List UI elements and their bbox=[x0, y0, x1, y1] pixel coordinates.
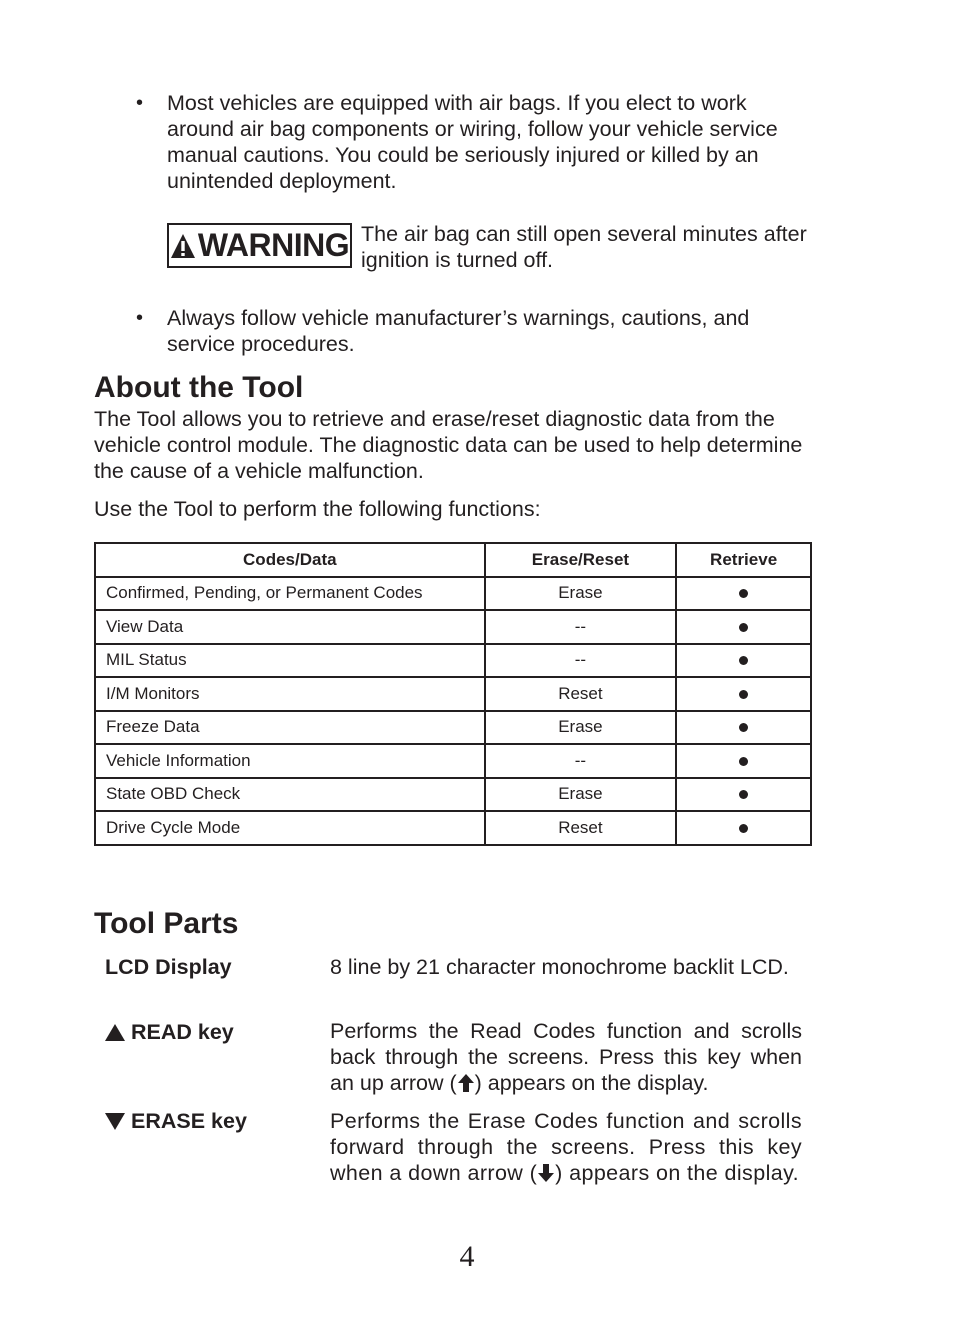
manufacturer-bullet-text: Always follow vehicle manufacturer’s warnings, cautions, and service procedures. bbox=[167, 306, 750, 356]
read-key-desc-after: ) appears on the display. bbox=[474, 1071, 709, 1095]
table-row bbox=[95, 711, 811, 745]
retrieve-dot-icon bbox=[739, 757, 748, 766]
row-action: Erase bbox=[485, 577, 677, 611]
read-key-label bbox=[105, 1019, 234, 1045]
table-row bbox=[95, 644, 811, 678]
erase-key-desc bbox=[330, 1108, 802, 1186]
row-name: Vehicle Information bbox=[95, 744, 485, 778]
parts-heading: Tool Parts bbox=[94, 907, 239, 940]
warning-text: The air bag can still open several minutes after ignition is turned off. bbox=[361, 222, 807, 272]
read-key-label-text: READ key bbox=[131, 1020, 234, 1044]
warning-label-box bbox=[167, 223, 352, 268]
table-header-row bbox=[95, 543, 811, 577]
erase-key-label-text: ERASE key bbox=[131, 1109, 247, 1133]
erase-key-label bbox=[105, 1108, 247, 1134]
lcd-display-label: LCD Display bbox=[105, 955, 232, 979]
up-triangle-icon bbox=[105, 1024, 125, 1041]
warning-label: WARNING bbox=[197, 227, 350, 263]
retrieve-dot-icon bbox=[739, 690, 748, 699]
bullet-marker: • bbox=[136, 307, 144, 329]
about-heading: About the Tool bbox=[94, 371, 304, 404]
table-row bbox=[95, 677, 811, 711]
airbag-bullet-text: Most vehicles are equipped with air bags. If you elect to work around air bag components or wiring, follow your vehicle service manual cautions. You could be seriously injured or killed by an unintended deployment. bbox=[167, 91, 778, 193]
table-row bbox=[95, 778, 811, 812]
about-paragraph: The Tool allows you to retrieve and erase/reset diagnostic data from the vehicle control module. The diagnostic data can be used to help determine the cause of a vehicle malfunction. bbox=[94, 407, 803, 483]
row-name: Freeze Data bbox=[95, 711, 485, 745]
row-name: I/M Monitors bbox=[95, 677, 485, 711]
retrieve-dot-icon bbox=[739, 723, 748, 732]
row-action: Erase bbox=[485, 778, 677, 812]
read-key-desc bbox=[330, 1018, 802, 1096]
row-name: State OBD Check bbox=[95, 778, 485, 812]
row-action: -- bbox=[485, 610, 677, 644]
up-arrow-icon bbox=[457, 1073, 475, 1093]
page-number: 4 bbox=[459, 1240, 475, 1273]
row-name: View Data bbox=[95, 610, 485, 644]
table-row bbox=[95, 811, 811, 845]
header-retrieve: Retrieve bbox=[676, 543, 811, 577]
table-row bbox=[95, 577, 811, 611]
row-action: Reset bbox=[485, 811, 677, 845]
erase-key-desc-before: Performs the Erase Codes function and scrolls forward through the screens. Press this key when a down arrow ( bbox=[330, 1109, 802, 1185]
bullet-marker: • bbox=[136, 92, 144, 114]
retrieve-dot-icon bbox=[739, 790, 748, 799]
row-action: -- bbox=[485, 744, 677, 778]
lcd-display-desc: 8 line by 21 character monochrome backlit LCD. bbox=[330, 955, 789, 979]
row-action: Erase bbox=[485, 711, 677, 745]
row-action: Reset bbox=[485, 677, 677, 711]
erase-key-desc-after: ) appears on the display. bbox=[555, 1161, 800, 1185]
warning-triangle-icon bbox=[170, 233, 196, 259]
functions-intro: Use the Tool to perform the following functions: bbox=[94, 497, 541, 521]
row-name: MIL Status bbox=[95, 644, 485, 678]
read-key-desc-before: Performs the Read Codes function and scrolls back through the screens. Press this key when an up arrow ( bbox=[330, 1019, 802, 1095]
down-triangle-icon bbox=[105, 1113, 125, 1130]
table-row bbox=[95, 744, 811, 778]
row-name: Drive Cycle Mode bbox=[95, 811, 485, 845]
retrieve-dot-icon bbox=[739, 589, 748, 598]
header-codes-data: Codes/Data bbox=[95, 543, 485, 577]
row-name: Confirmed, Pending, or Permanent Codes bbox=[95, 577, 485, 611]
retrieve-dot-icon bbox=[739, 656, 748, 665]
row-action: -- bbox=[485, 644, 677, 678]
header-erase-reset: Erase/Reset bbox=[485, 543, 677, 577]
retrieve-dot-icon bbox=[739, 824, 748, 833]
functions-table bbox=[94, 542, 812, 846]
down-arrow-icon bbox=[537, 1163, 555, 1183]
retrieve-dot-icon bbox=[739, 623, 748, 632]
table-row bbox=[95, 610, 811, 644]
